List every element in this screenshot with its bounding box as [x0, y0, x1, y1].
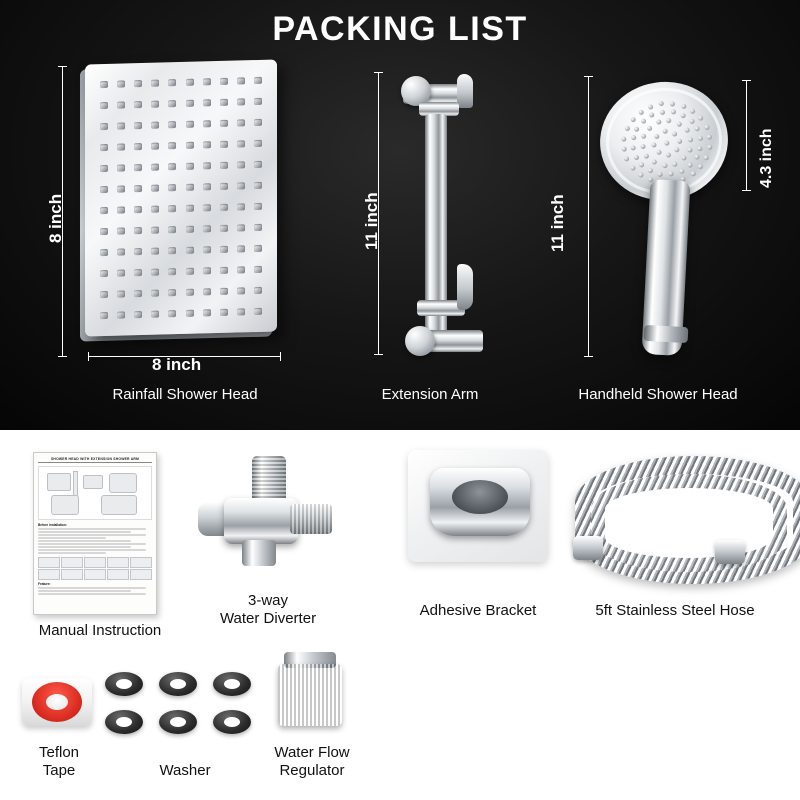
diverter-body: [224, 498, 298, 544]
nozzle: [203, 162, 211, 169]
nozzle: [220, 246, 228, 253]
nozzle: [254, 161, 262, 168]
nozzle: [186, 268, 194, 275]
handheld-nozzle: [690, 171, 696, 177]
handheld-nozzle: [644, 153, 650, 159]
label-washer: Washer: [159, 762, 211, 779]
nozzle: [237, 224, 245, 231]
handheld-nozzle: [624, 156, 630, 162]
nozzle: [151, 206, 159, 213]
handheld-nozzle: [672, 161, 678, 167]
dimension-tick: [584, 76, 593, 77]
handheld-nozzle: [633, 154, 639, 160]
nozzle: [117, 122, 125, 129]
arm-top-lever: [457, 74, 473, 108]
nozzle: [151, 248, 159, 255]
nozzle: [220, 120, 228, 127]
nozzle: [203, 246, 211, 253]
hose-connector-nut-left: [573, 536, 603, 560]
nozzle: [151, 80, 159, 87]
handheld-nozzle: [674, 147, 680, 153]
handheld-nozzle: [679, 168, 685, 174]
handheld-nozzle: [630, 145, 636, 151]
handheld-nozzle: [694, 155, 700, 161]
nozzle: [203, 204, 211, 211]
nozzle: [100, 81, 108, 88]
washer-item: [159, 672, 197, 696]
manual-icon-grid: [38, 557, 152, 580]
nozzle: [117, 101, 125, 108]
nozzle: [168, 121, 176, 128]
nozzle: [254, 140, 262, 147]
handheld-shower-head-image: [600, 70, 740, 360]
nozzle: [203, 309, 211, 316]
nozzle: [186, 226, 194, 233]
nozzle: [117, 311, 125, 318]
nozzle: [168, 289, 176, 296]
nozzle: [254, 287, 262, 294]
nozzle: [237, 161, 245, 168]
dimension-label-arm-height: 11 inch: [362, 192, 381, 250]
handheld-nozzle: [670, 109, 676, 115]
dimension-label-handheld-diameter: 4.3 inch: [758, 128, 775, 188]
handheld-nozzle: [687, 163, 693, 169]
nozzle: [203, 141, 211, 148]
label-extension-arm: Extension Arm: [381, 386, 479, 403]
nozzle: [220, 288, 228, 295]
handheld-nozzle: [641, 118, 647, 124]
arm-bottom-knob: [405, 326, 435, 356]
handheld-nozzle: [695, 126, 701, 132]
handheld-nozzle: [668, 171, 674, 177]
nozzle: [220, 162, 228, 169]
nozzle: [186, 310, 194, 317]
dimension-tick: [58, 66, 67, 67]
nozzle: [100, 207, 108, 214]
nozzle: [237, 308, 245, 315]
handheld-nozzle: [698, 116, 704, 122]
nozzle: [100, 312, 108, 319]
handheld-nozzle: [638, 109, 644, 115]
nozzle: [168, 268, 176, 275]
handheld-nozzle: [670, 101, 676, 107]
nozzle: [254, 119, 262, 126]
nozzle: [134, 164, 142, 171]
handheld-nozzle: [647, 125, 653, 131]
handheld-nozzle: [641, 134, 647, 140]
nozzle: [168, 79, 176, 86]
nozzle: [254, 182, 262, 189]
washer-item: [213, 710, 251, 734]
nozzle: [134, 206, 142, 213]
handheld-nozzle: [681, 155, 687, 161]
nozzle: [151, 227, 159, 234]
handheld-nozzle: [664, 140, 670, 146]
handheld-nozzle: [698, 164, 704, 170]
handheld-nozzle: [662, 128, 668, 134]
diverter-side-thread: [290, 504, 332, 534]
nozzle: [100, 249, 108, 256]
handheld-nozzle: [698, 136, 704, 142]
dimension-tick: [742, 190, 751, 191]
nozzle: [168, 247, 176, 254]
handheld-nozzle: [639, 162, 645, 168]
handheld-nozzle-field: [608, 89, 720, 192]
nozzle: [117, 227, 125, 234]
dimension-label-handheld-height: 11 inch: [548, 194, 567, 252]
manual-instruction-image: [33, 452, 157, 615]
handheld-nozzle: [688, 137, 694, 143]
handheld-nozzle: [649, 112, 655, 118]
handheld-nozzle: [707, 134, 713, 140]
dimension-tick: [584, 356, 593, 357]
nozzle: [186, 142, 194, 149]
nozzle: [203, 183, 211, 190]
handheld-nozzle: [621, 136, 627, 142]
nozzle: [203, 225, 211, 232]
nozzle: [220, 183, 228, 190]
handheld-nozzle: [662, 162, 668, 168]
label-water-flow-regulator-line2: Regulator: [279, 762, 345, 779]
washer-item: [105, 672, 143, 696]
nozzle: [151, 311, 159, 318]
label-handheld-shower-head: Handheld Shower Head: [578, 386, 738, 403]
handheld-nozzle: [658, 171, 664, 177]
label-adhesive-bracket: Adhesive Bracket: [419, 602, 537, 619]
nozzle: [100, 186, 108, 193]
bracket-holder-opening: [452, 480, 508, 514]
nozzle: [203, 78, 211, 85]
nozzle: [220, 225, 228, 232]
handheld-nozzle: [656, 120, 662, 126]
nozzle: [117, 164, 125, 171]
nozzle: [220, 204, 228, 211]
nozzle: [100, 144, 108, 151]
nozzle: [254, 77, 262, 84]
hose-inner-coil: [591, 474, 787, 572]
label-manual-instruction: Manual Instruction: [38, 622, 162, 639]
handheld-nozzle: [666, 152, 672, 158]
dimension-label-rainfall-width: 8 inch: [152, 355, 202, 374]
nozzle: [186, 205, 194, 212]
label-water-diverter-line1: 3-way: [247, 592, 288, 609]
nozzle: [254, 245, 262, 252]
regulator-body: [278, 664, 342, 726]
nozzle: [168, 100, 176, 107]
teflon-tape-image: [22, 672, 96, 734]
handheld-nozzle: [689, 118, 695, 124]
nozzle: [186, 289, 194, 296]
nozzle: [100, 228, 108, 235]
diverter-bottom-outlet: [242, 540, 276, 566]
handheld-nozzle: [704, 124, 710, 130]
dimension-tick: [88, 352, 89, 361]
handheld-nozzle: [654, 133, 660, 139]
manual-figure: [38, 466, 152, 520]
nozzle: [151, 164, 159, 171]
handheld-nozzle: [666, 118, 672, 124]
nozzle: [151, 185, 159, 192]
nozzle: [117, 248, 125, 255]
handheld-nozzle: [658, 101, 664, 107]
handheld-nozzle: [677, 138, 683, 144]
nozzle: [237, 98, 245, 105]
handheld-nozzle: [648, 168, 654, 174]
handheld-nozzle: [630, 165, 636, 171]
label-rainfall-shower-head: Rainfall Shower Head: [112, 386, 258, 403]
nozzle: [134, 185, 142, 192]
handheld-nozzle: [704, 155, 710, 161]
nozzle: [134, 290, 142, 297]
nozzle: [186, 121, 194, 128]
extension-arm-image: [395, 68, 505, 358]
nozzle: [254, 224, 262, 231]
nozzle: [220, 267, 228, 274]
handheld-nozzle: [640, 144, 646, 150]
handheld-nozzle: [676, 121, 682, 127]
nozzle: [151, 101, 159, 108]
nozzle: [186, 184, 194, 191]
nozzle: [186, 100, 194, 107]
handheld-nozzle: [687, 147, 693, 153]
label-water-diverter: [198, 592, 338, 628]
handheld-nozzle: [672, 131, 678, 137]
nozzle: [134, 80, 142, 87]
adhesive-bracket-image: [400, 450, 555, 580]
nozzle: [168, 310, 176, 317]
nozzle: [100, 291, 108, 298]
hose-connector-nut-right: [715, 540, 745, 564]
nozzle: [203, 120, 211, 127]
nozzle: [117, 185, 125, 192]
washer-item: [213, 672, 251, 696]
nozzle: [237, 245, 245, 252]
nozzle: [151, 143, 159, 150]
handheld-nozzle: [630, 117, 636, 123]
label-teflon-tape: [0, 744, 118, 780]
nozzle: [254, 98, 262, 105]
label-teflon-tape-line1: Teflon: [38, 744, 80, 761]
handheld-nozzle: [631, 135, 637, 141]
handheld-nozzle: [638, 172, 644, 178]
teflon-center-hole: [46, 694, 68, 710]
nozzle: [100, 102, 108, 109]
handheld-nozzle: [624, 126, 630, 132]
nozzle: [203, 267, 211, 274]
handheld-nozzle: [697, 145, 703, 151]
nozzle: [117, 80, 125, 87]
label-water-flow-regulator: [252, 744, 372, 780]
nozzle: [100, 165, 108, 172]
nozzle: [100, 123, 108, 130]
manual-section-feature: Feature:: [38, 581, 51, 586]
handheld-nozzle: [621, 146, 627, 152]
nozzle: [237, 140, 245, 147]
nozzle: [254, 203, 262, 210]
nozzle: [168, 163, 176, 170]
nozzle: [220, 309, 228, 316]
nozzle: [100, 270, 108, 277]
nozzle: [134, 122, 142, 129]
handheld-nozzle: [681, 103, 687, 109]
washer-set-image: [105, 672, 265, 734]
nozzle: [220, 78, 228, 85]
dimension-tick: [58, 356, 67, 357]
handheld-nozzle: [648, 104, 654, 110]
handheld-nozzle: [690, 108, 696, 114]
nozzle: [134, 101, 142, 108]
nozzle: [151, 122, 159, 129]
nozzle: [237, 182, 245, 189]
nozzle: [134, 143, 142, 150]
handheld-nozzle: [656, 150, 662, 156]
washer-item: [159, 710, 197, 734]
handheld-nozzle: [660, 109, 666, 115]
handheld-nozzle: [651, 142, 657, 148]
dimension-line-handheld-diameter: [746, 80, 747, 190]
nozzle: [117, 143, 125, 150]
nozzle: [168, 184, 176, 191]
nozzle: [237, 119, 245, 126]
handheld-nozzle: [652, 159, 658, 165]
handheld-hose-collar: [644, 325, 689, 343]
nozzle: [237, 203, 245, 210]
nozzle: [220, 99, 228, 106]
manual-section-before-installation: Before Installation:: [38, 523, 67, 527]
manual-title: SHOWER HEAD WITH EXTENSION SHOWER ARM: [38, 457, 152, 463]
nozzle: [168, 205, 176, 212]
nozzle: [203, 99, 211, 106]
handheld-nozzle: [634, 126, 640, 132]
nozzle: [168, 142, 176, 149]
nozzle: [117, 290, 125, 297]
label-stainless-steel-hose: 5ft Stainless Steel Hose: [595, 602, 755, 619]
dimension-tick: [374, 72, 383, 73]
nozzle: [237, 77, 245, 84]
dimension-label-rainfall-height: 8 inch: [46, 193, 65, 243]
handheld-nozzle: [680, 112, 686, 118]
nozzle: [117, 206, 125, 213]
dimension-tick: [374, 354, 383, 355]
water-flow-regulator-image: [272, 652, 352, 742]
nozzle: [134, 248, 142, 255]
washer-item: [105, 710, 143, 734]
handheld-nozzle: [707, 145, 713, 151]
nozzle: [168, 226, 176, 233]
nozzle: [254, 266, 262, 273]
nozzle: [134, 269, 142, 276]
water-diverter-image: [198, 452, 338, 582]
label-teflon-tape-line2: Tape: [42, 762, 76, 779]
nozzle-grid: [95, 70, 267, 327]
rainfall-shower-head-image: [85, 62, 290, 352]
label-water-flow-regulator-line1: Water Flow: [274, 744, 350, 761]
page-title: PACKING LIST: [272, 10, 528, 48]
nozzle: [151, 269, 159, 276]
label-water-diverter-line2: Water Diverter: [219, 610, 317, 627]
diverter-top-thread: [252, 456, 286, 504]
nozzle: [186, 79, 194, 86]
handheld-nozzle: [684, 128, 690, 134]
nozzle: [254, 308, 262, 315]
dimension-tick: [280, 352, 281, 361]
nozzle: [203, 288, 211, 295]
nozzle: [134, 311, 142, 318]
nozzle: [151, 290, 159, 297]
stainless-steel-hose-image: [565, 448, 785, 588]
dimension-tick: [742, 80, 751, 81]
nozzle: [237, 266, 245, 273]
nozzle: [186, 247, 194, 254]
nozzle: [186, 163, 194, 170]
dimension-line-height-handheld: [588, 76, 589, 356]
nozzle: [237, 287, 245, 294]
nozzle: [134, 227, 142, 234]
nozzle: [220, 141, 228, 148]
nozzle: [117, 269, 125, 276]
arm-lower-lever: [457, 264, 473, 310]
